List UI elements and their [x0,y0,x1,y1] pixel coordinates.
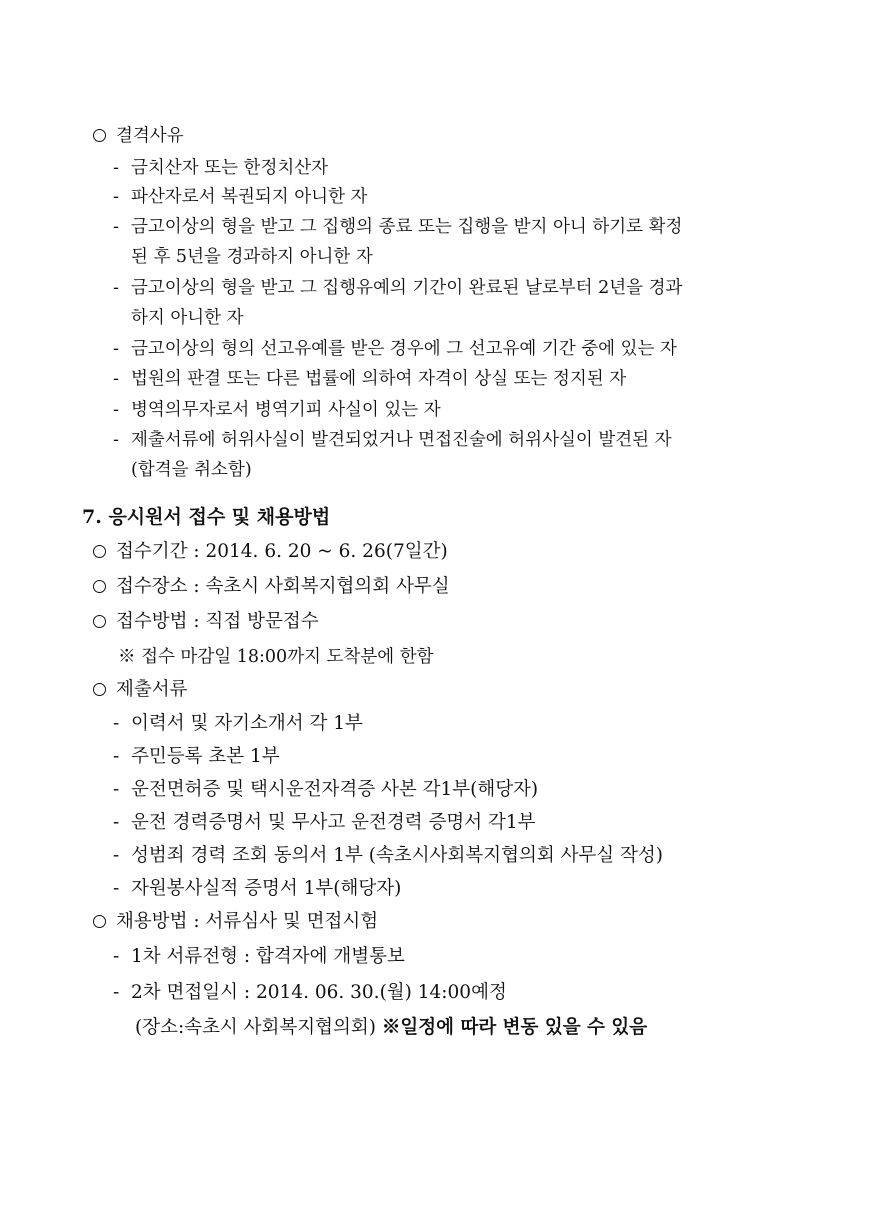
list-item: - 1차 서류전형 : 합격자에 개별통보 [113,946,405,967]
list-item-continuation: 하지 아니한 자 [131,308,244,328]
list-item: - 금고이상의 형을 받고 그 집행유예의 기간이 완료된 날로부터 2년을 경과 [113,278,683,298]
interview-place: (장소:속초시 사회복지협의회) [135,1017,377,1038]
list-item-continuation: 된 후 5년을 경과하지 아니한 자 [131,247,373,267]
deadline-note: ※ 접수 마감일 18:00까지 도착분에 한함 [118,647,434,667]
list-item: - 파산자로서 복권되지 아니한 자 [113,187,368,207]
documents-title: 제출서류 [93,678,187,702]
circle-bullet-icon [93,545,106,558]
circle-bullet-icon [93,915,106,928]
list-item: - 법원의 판결 또는 다른 법률에 의하여 자격이 상실 또는 정지된 자 [113,369,627,389]
list-item: - 병역의무자로서 병역기피 사실이 있는 자 [113,400,441,420]
disqualification-title: 결격사유 [93,124,184,148]
list-item: - 금치산자 또는 한정치산자 [113,158,329,178]
hiring-title: 채용방법 : 서류심사 및 면접시험 [93,910,378,934]
list-item: - 성범죄 경력 조회 동의서 1부 (속초시사회복지협의회 사무실 작성) [113,845,664,866]
circle-bullet-icon [93,129,106,142]
list-item: - 운전 경력증명서 및 무사고 운전경력 증명서 각1부 [113,812,536,833]
list-item: - 금고이상의 형의 선고유예를 받은 경우에 그 선고유예 기간 중에 있는 자 [113,339,677,359]
list-item: - 2차 면접일시 : 2014. 06. 30.(월) 14:00예정 [113,982,507,1003]
list-item: - 주민등록 초본 1부 [113,746,280,767]
list-item: - 운전면허증 및 택시운전자격증 사본 각1부(해당자) [113,779,539,800]
circle-bullet-icon [93,580,106,593]
interview-place-line [135,1016,647,1040]
circle-bullet-icon [93,615,106,628]
list-item: - 제출서류에 허위사실이 발견되었거나 면접진술에 허위사실이 발견된 자 [113,430,672,450]
list-item: - 금고이상의 형을 받고 그 집행의 종료 또는 집행을 받지 아니 하기로 확정 [113,217,683,237]
list-item-continuation: (합격을 취소함) [131,460,252,480]
section-heading: 7. 응시원서 접수 및 채용방법 [82,506,331,528]
schedule-note: ※일정에 따라 변동 있을 수 있음 [381,1017,648,1038]
list-item: - 이력서 및 자기소개서 각 1부 [113,713,363,734]
list-item: - 자원봉사실적 증명서 1부(해당자) [113,878,402,899]
receipt-place: 접수장소 : 속초시 사회복지협의회 사무실 [93,575,450,599]
receipt-period: 접수기간 : 2014. 6. 20 ~ 6. 26(7일간) [93,540,448,564]
circle-bullet-icon [93,683,106,696]
receipt-method: 접수방법 : 직접 방문접수 [93,610,319,634]
